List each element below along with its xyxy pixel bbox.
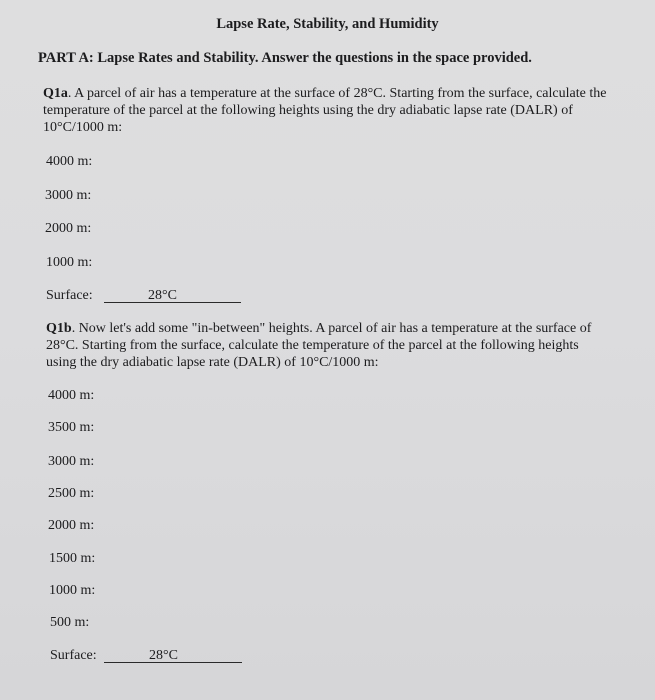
q1b-surface-value: 28°C <box>149 648 178 663</box>
q1b-text: . Now let's add some "in-between" heights. A parcel of air has a temperature at the surface of 28°C. Starting from the surface, calculate the temperature of the parcel at the following heights using the dry adiabatic lapse rate (DALR) of 10°C/1000 m: <box>46 321 592 370</box>
q1a-prompt <box>43 85 613 136</box>
q1b-height-3500: 3500 m: <box>48 420 95 435</box>
q1b-height-3000: 3000 m: <box>48 454 95 469</box>
q1b-surface-label: Surface: <box>50 648 97 663</box>
part-a-heading: PART A: Lapse Rates and Stability. Answer the questions in the space provided. <box>38 50 532 66</box>
q1a-surface-label: Surface: <box>46 288 93 303</box>
q1b-height-4000: 4000 m: <box>48 388 95 403</box>
q1a-height-1000: 1000 m: <box>46 255 93 270</box>
q1b-label: Q1b <box>46 321 72 336</box>
q1a-label: Q1a <box>43 86 68 101</box>
q1b-height-1000: 1000 m: <box>49 583 96 598</box>
q1b-height-2500: 2500 m: <box>48 486 95 501</box>
q1a-height-3000: 3000 m: <box>45 188 92 203</box>
q1a-surface-value: 28°C <box>148 288 177 303</box>
q1a-height-4000: 4000 m: <box>46 154 93 169</box>
q1a-text: . A parcel of air has a temperature at the surface of 28°C. Starting from the surface, calculate the temperature of the parcel at the following heights using the dry adiabatic lapse rate (DALR) of 10°C/1000 m: <box>43 86 607 135</box>
q1b-height-2000: 2000 m: <box>48 518 95 533</box>
q1a-height-2000: 2000 m: <box>45 221 92 236</box>
q1b-height-500: 500 m: <box>50 615 90 630</box>
page-title: Lapse Rate, Stability, and Humidity <box>216 16 439 32</box>
q1b-height-1500: 1500 m: <box>49 551 96 566</box>
q1b-prompt <box>46 320 606 371</box>
